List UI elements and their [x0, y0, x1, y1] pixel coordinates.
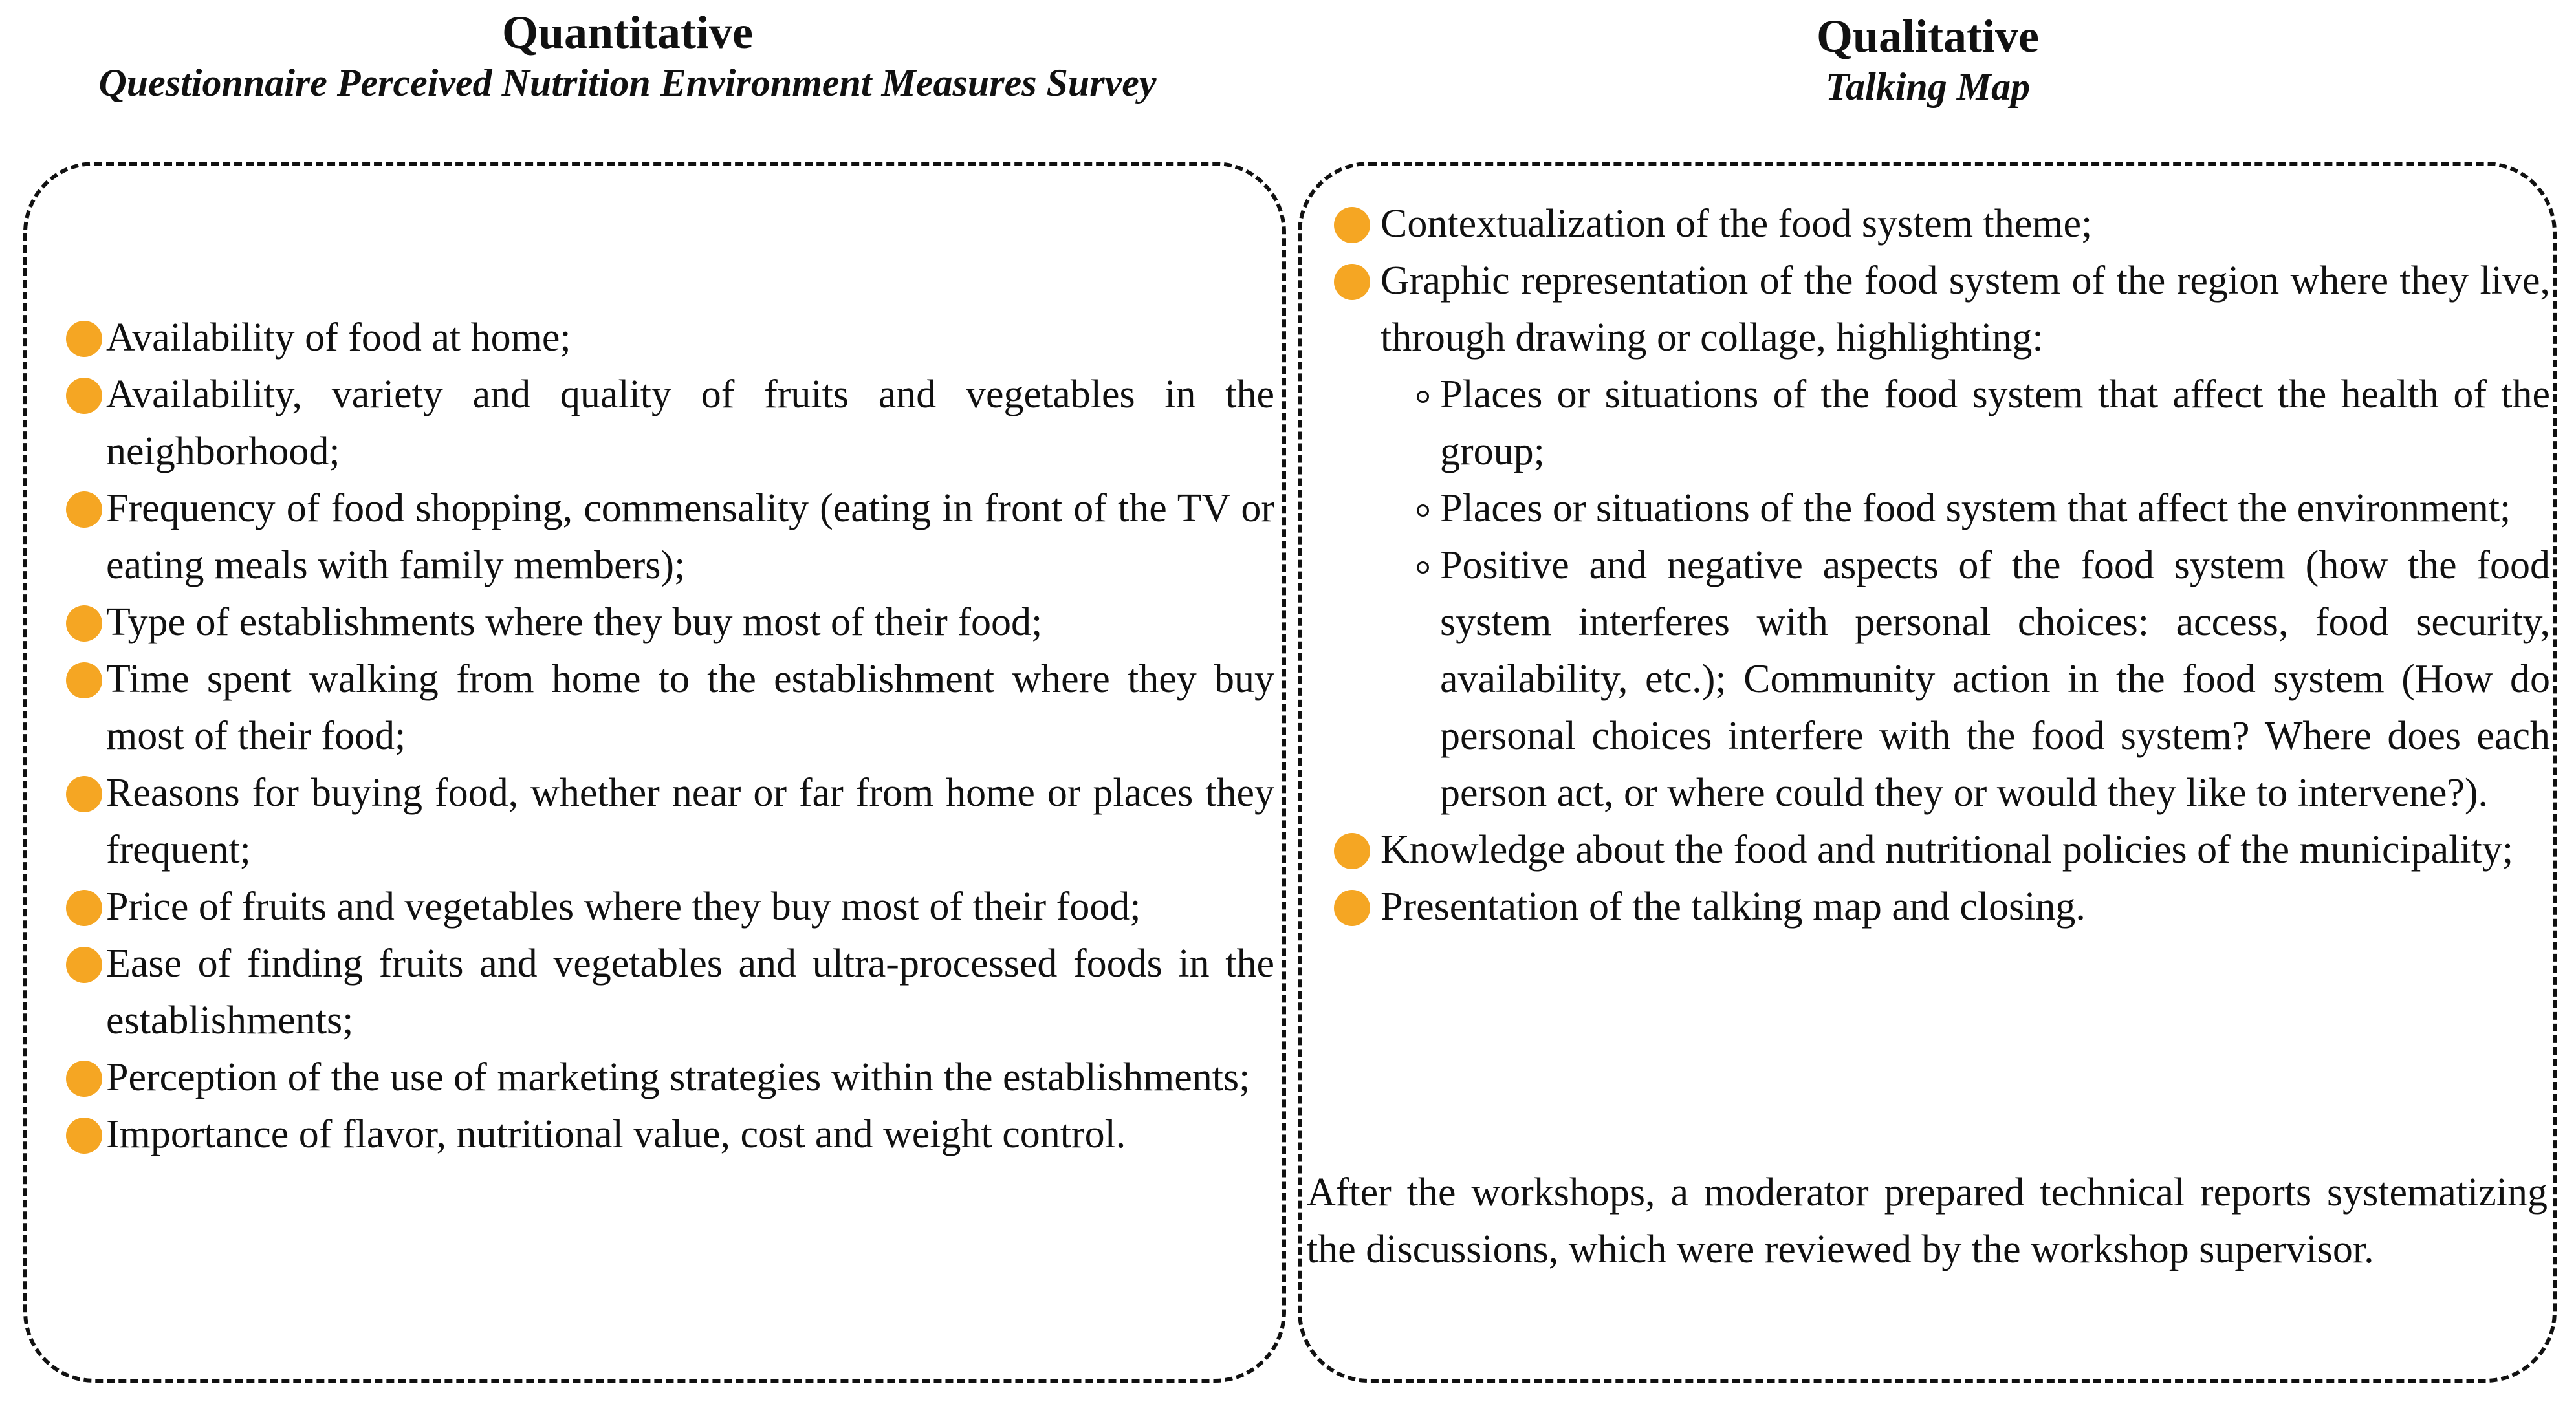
- list-item-text: Ease of finding fruits and vegetables and ultra-processed foods in the establishments;: [106, 942, 1274, 1042]
- qualitative-header: [1294, 9, 2562, 110]
- bullet-icon: [66, 1118, 102, 1154]
- list-item: [63, 480, 1274, 594]
- bullet-icon: [66, 662, 102, 698]
- list-item: [1321, 878, 2550, 935]
- list-item: [63, 764, 1274, 878]
- bullet-icon: [1334, 890, 1370, 926]
- list-item-text: Importance of flavor, nutritional value, cost and weight control.: [106, 1112, 1126, 1156]
- list-item-text: Availability, variety and quality of fruits and vegetables in the neighborhood;: [106, 373, 1274, 473]
- list-item: [1321, 252, 2550, 821]
- sub-list-item-text: Places or situations of the food system that affect the health of the group;: [1440, 373, 2550, 473]
- list-item-text: Price of fruits and vegetables where they buy most of their food;: [106, 885, 1141, 929]
- list-item: [63, 594, 1274, 651]
- bullet-icon: [1334, 207, 1370, 243]
- list-item-text: Contextualization of the food system theme;: [1381, 202, 2093, 246]
- quantitative-content: [63, 309, 1274, 1163]
- bullet-icon: [66, 321, 102, 357]
- list-item: [63, 651, 1274, 764]
- qualitative-sublist: [1381, 366, 2550, 821]
- bullet-icon: [66, 776, 102, 812]
- qualitative-content: [1321, 195, 2550, 935]
- list-item-text: Perception of the use of marketing strategies within the establishments;: [106, 1055, 1250, 1099]
- quantitative-list: [63, 309, 1274, 1163]
- closing-note: After the workshops, a moderator prepared technical reports systematizing the discussions, which were reviewed by the workshop supervisor.: [1307, 1171, 2548, 1271]
- bullet-icon: [66, 947, 102, 983]
- list-item-text: Presentation of the talking map and closing.: [1381, 885, 2086, 929]
- quantitative-title: Quantitative: [502, 6, 753, 58]
- list-item: [63, 1106, 1274, 1163]
- list-item: [1321, 821, 2550, 878]
- qualitative-title: Qualitative: [1817, 10, 2039, 62]
- sub-list-item-text: Places or situations of the food system that affect the environment;: [1440, 486, 2511, 530]
- list-item: [1321, 195, 2550, 252]
- list-item-text: Frequency of food shopping, commensality (eating in front of the TV or eating meals with family members);: [106, 486, 1274, 587]
- bullet-icon: [1334, 264, 1370, 300]
- quantitative-subtitle: Questionnaire Perceived Nutrition Environment Measures Survey: [98, 61, 1157, 104]
- sub-list-item: [1381, 366, 2550, 480]
- bullet-icon: [66, 491, 102, 528]
- list-item: [63, 309, 1274, 366]
- list-item: [63, 935, 1274, 1049]
- list-item-text: Type of establishments where they buy most of their food;: [106, 600, 1043, 644]
- bullet-icon: [66, 605, 102, 642]
- sub-list-item: [1381, 537, 2550, 821]
- list-item-text: Graphic representation of the food system of the region where they live, through drawing or collage, highlighting:: [1381, 259, 2550, 360]
- bullet-icon: [66, 378, 102, 414]
- circle-bullet-icon: [1417, 504, 1429, 517]
- qualitative-list: [1321, 195, 2550, 935]
- list-item-text: Reasons for buying food, whether near or far from home or places they frequent;: [106, 771, 1274, 872]
- list-item-text: Knowledge about the food and nutritional policies of the municipality;: [1381, 828, 2514, 872]
- qualitative-subtitle: Talking Map: [1825, 65, 2031, 108]
- list-item-text: Availability of food at home;: [106, 316, 571, 360]
- bullet-icon: [66, 1061, 102, 1097]
- sub-list-item-text: Positive and negative aspects of the food system (how the food system interferes with personal choices: access, food security, availability, etc.); Community action in the food system (How do personal choices interfere with the food system? Where does each person act, or where could they or would they like to intervene?).: [1440, 543, 2550, 815]
- bullet-icon: [1334, 833, 1370, 869]
- bullet-icon: [66, 890, 102, 926]
- circle-bullet-icon: [1417, 561, 1429, 574]
- list-item-text: Time spent walking from home to the establishment where they buy most of their food;: [106, 657, 1274, 758]
- list-item: [63, 1049, 1274, 1106]
- quantitative-header: [26, 5, 1229, 106]
- list-item: [63, 878, 1274, 935]
- circle-bullet-icon: [1417, 391, 1429, 403]
- sub-list-item: [1381, 480, 2550, 537]
- list-item: [63, 366, 1274, 480]
